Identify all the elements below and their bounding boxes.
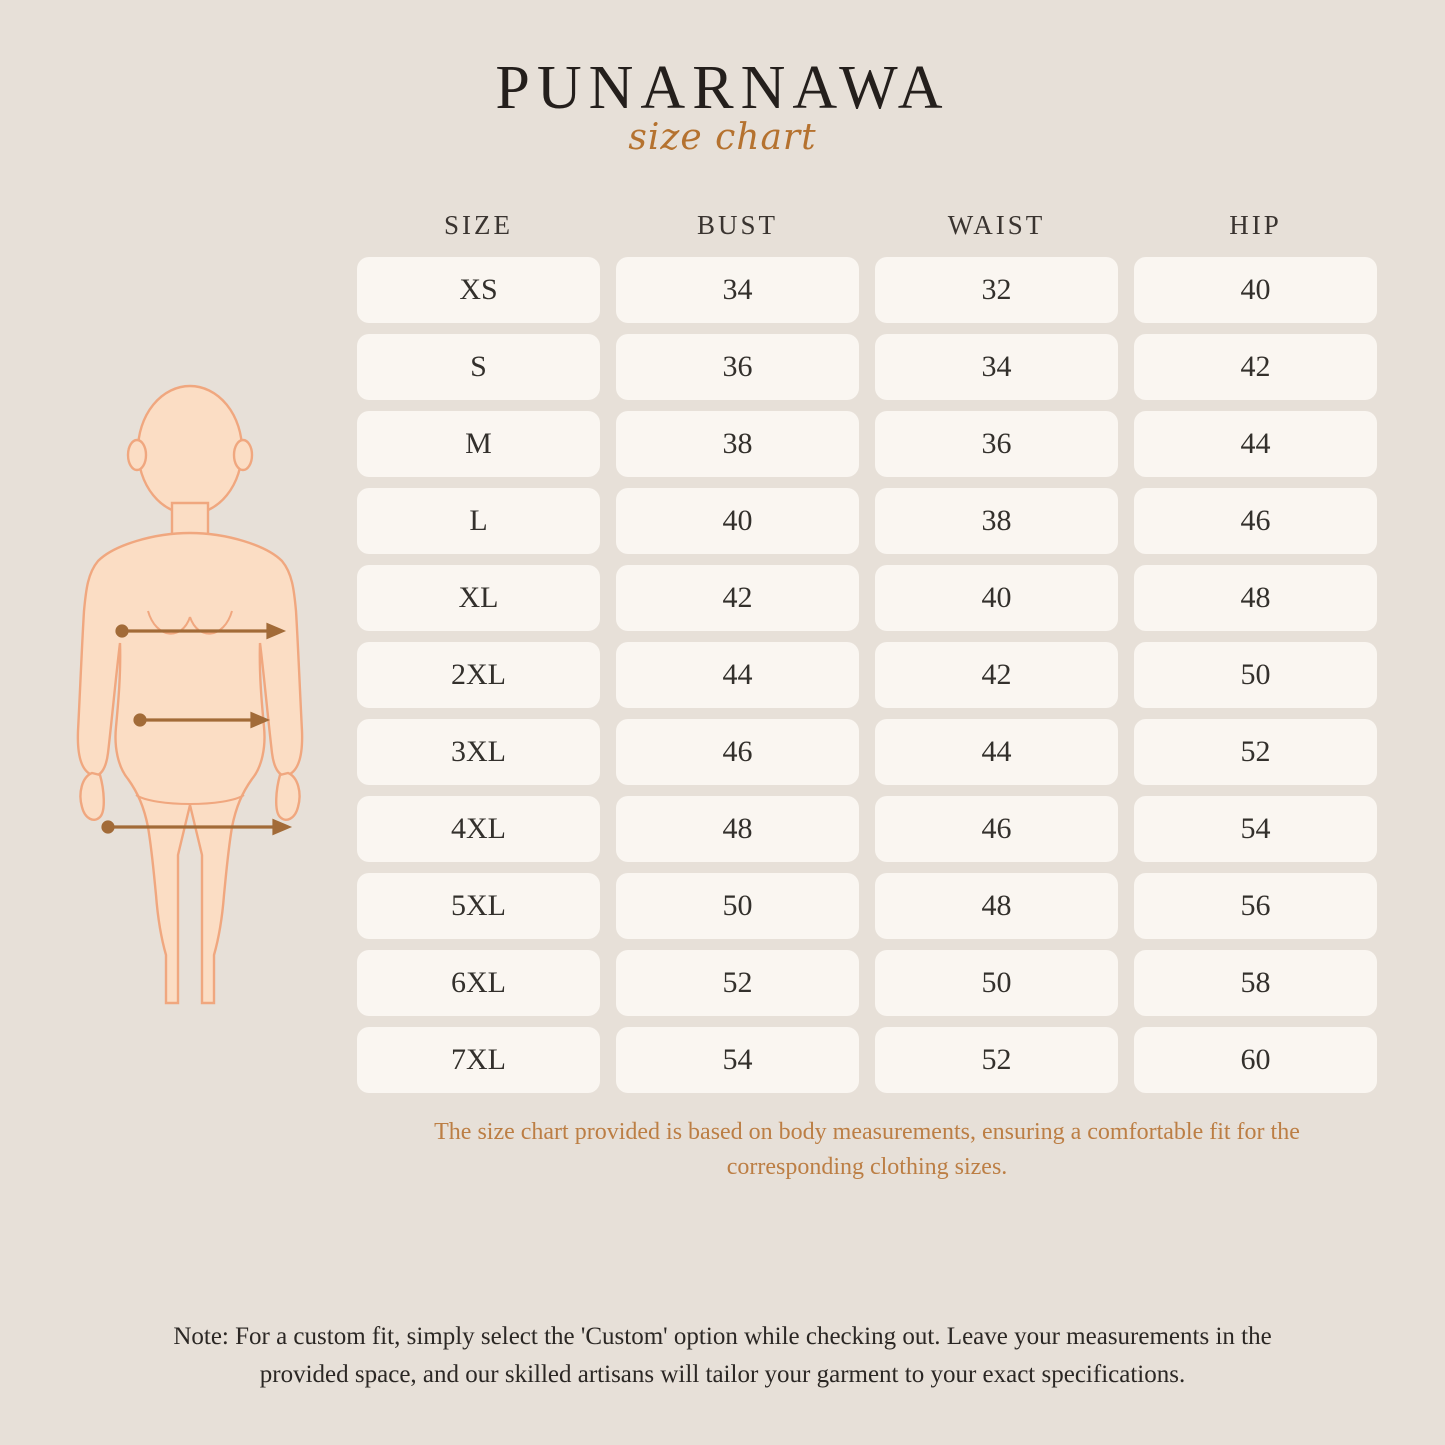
cell-size: 2XL [357, 642, 600, 708]
cell-waist: 52 [875, 1027, 1118, 1093]
cell-bust: 36 [616, 334, 859, 400]
table-row [357, 796, 1377, 862]
cell-hip: 44 [1134, 411, 1377, 477]
cell-waist: 34 [875, 334, 1118, 400]
figure-hand-right [276, 773, 299, 820]
cell-size: 3XL [357, 719, 600, 785]
custom-fit-note: Note: For a custom fit, simply select the 'Custom' option while checking out. Leave your measurements in the provided space, and our skilled artisans will tailor your garment to your exact specifications. [173, 1323, 1272, 1388]
table-row [357, 1027, 1377, 1093]
table-row [357, 488, 1377, 554]
cell-size: XL [357, 565, 600, 631]
figure-head [138, 386, 242, 514]
page-subtitle: size chart [628, 117, 817, 159]
cell-bust: 44 [616, 642, 859, 708]
cell-waist: 40 [875, 565, 1118, 631]
cell-hip: 42 [1134, 334, 1377, 400]
cell-waist: 44 [875, 719, 1118, 785]
figure-body [78, 533, 302, 1003]
cell-bust: 52 [616, 950, 859, 1016]
cell-waist: 38 [875, 488, 1118, 554]
cell-size: M [357, 411, 600, 477]
column-header-hip: HIP [1229, 210, 1282, 240]
cell-waist: 48 [875, 873, 1118, 939]
cell-size: 7XL [357, 1027, 600, 1093]
cell-bust: 38 [616, 411, 859, 477]
table-row [357, 642, 1377, 708]
cell-bust: 34 [616, 257, 859, 323]
column-header-waist: WAIST [947, 210, 1046, 240]
table-row [357, 334, 1377, 400]
bust-line-dot [117, 626, 127, 636]
cell-bust: 42 [616, 565, 859, 631]
table-row [357, 565, 1377, 631]
cell-waist: 32 [875, 257, 1118, 323]
cell-hip: 60 [1134, 1027, 1377, 1093]
cell-hip: 40 [1134, 257, 1377, 323]
cell-size: S [357, 334, 600, 400]
cell-hip: 58 [1134, 950, 1377, 1016]
table-row [357, 719, 1377, 785]
cell-size: XS [357, 257, 600, 323]
column-header-size: SIZE [444, 210, 513, 240]
cell-bust: 46 [616, 719, 859, 785]
cell-size: 5XL [357, 873, 600, 939]
cell-bust: 54 [616, 1027, 859, 1093]
cell-bust: 40 [616, 488, 859, 554]
female-body-measurement-diagram [30, 375, 350, 1055]
figure-hand-left [80, 773, 103, 820]
table-row [357, 950, 1377, 1016]
table-note: The size chart provided is based on body measurements, ensuring a comfortable fit for the corresponding clothing sizes. [434, 1119, 1300, 1180]
cell-hip: 54 [1134, 796, 1377, 862]
cell-hip: 52 [1134, 719, 1377, 785]
cell-bust: 48 [616, 796, 859, 862]
figure-ear-left [128, 440, 146, 470]
table-row [357, 411, 1377, 477]
cell-waist: 46 [875, 796, 1118, 862]
brand-title: PUNARNAWA [495, 54, 950, 122]
cell-size: L [357, 488, 600, 554]
figure-ear-right [234, 440, 252, 470]
table-header-row [357, 210, 1377, 241]
cell-hip: 46 [1134, 488, 1377, 554]
cell-size: 6XL [357, 950, 600, 1016]
table-row [357, 873, 1377, 939]
cell-waist: 42 [875, 642, 1118, 708]
waist-line-dot [135, 715, 145, 725]
cell-hip: 48 [1134, 565, 1377, 631]
cell-bust: 50 [616, 873, 859, 939]
page-header [0, 0, 1445, 158]
column-header-bust: BUST [696, 210, 779, 240]
table-row [357, 257, 1377, 323]
table-body [357, 257, 1377, 1093]
hip-line-dot [103, 822, 113, 832]
cell-hip: 50 [1134, 642, 1377, 708]
size-chart-table [357, 210, 1377, 1185]
cell-waist: 50 [875, 950, 1118, 1016]
cell-waist: 36 [875, 411, 1118, 477]
body-diagram [30, 375, 350, 1055]
cell-size: 4XL [357, 796, 600, 862]
hip-line-arrow [274, 821, 288, 833]
cell-hip: 56 [1134, 873, 1377, 939]
